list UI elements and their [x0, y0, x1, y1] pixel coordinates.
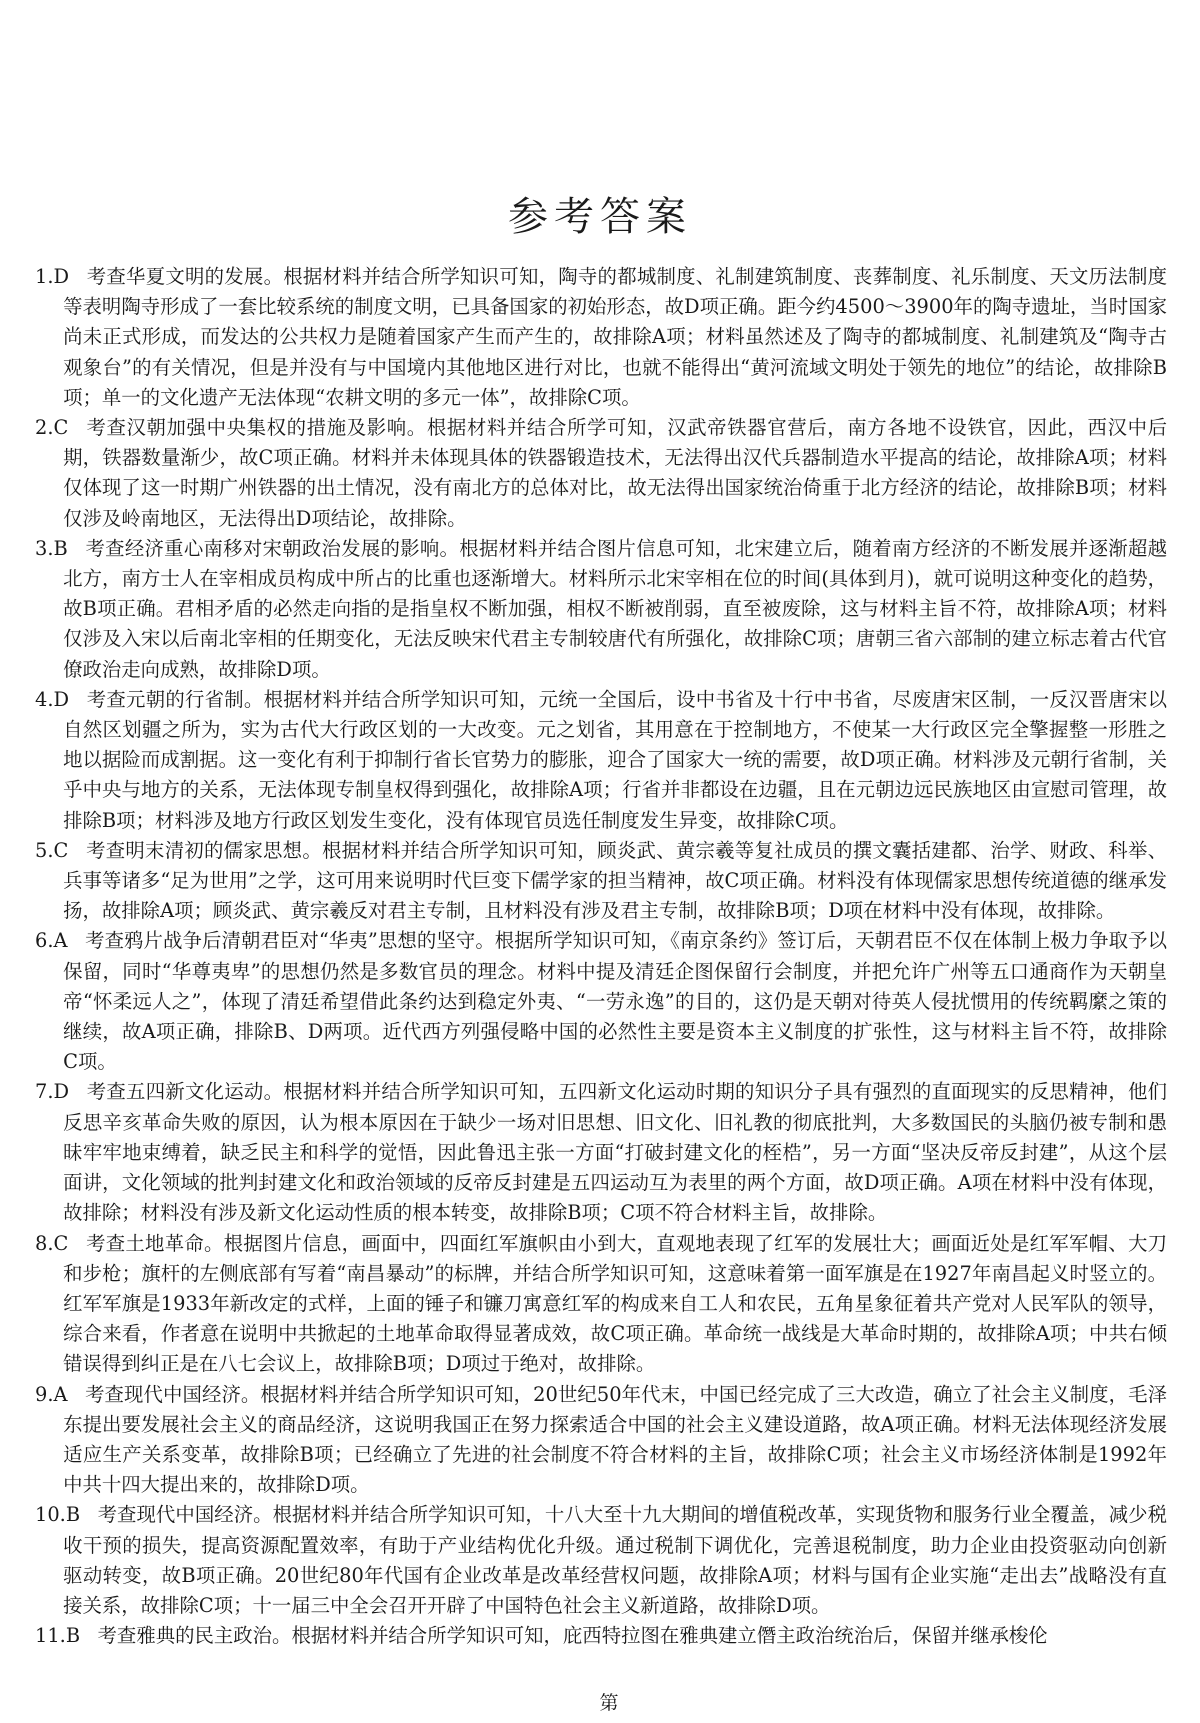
- answer-list: [35, 262, 1167, 1651]
- answer-key: C: [53, 1231, 69, 1255]
- answer-explanation: 考查雅典的民主政治。根据材料并结合所学知识可知，庇西特拉图在雅典建立僭主政治统治后，保留并继承梭伦: [97, 1624, 1048, 1648]
- answer-item: [35, 1077, 1167, 1228]
- answer-number: 9.: [35, 1382, 54, 1406]
- answer-item: [35, 1229, 1167, 1380]
- answer-item: [35, 1500, 1167, 1621]
- answer-number: 2.: [35, 416, 54, 440]
- answer-number: 11.: [35, 1624, 66, 1648]
- answer-explanation: 考查元朝的行省制。根据材料并结合所学知识可知，元统一全国后，设中书省及十行中书省，尽废唐宋区制，一反汉晋唐宋以自然区划疆之所为，实为古代大行政区划的一大改变。元之划省，其用意在于控制地方，不使某一大行政区完全擎握整一形胜之地以据险而成割据。这一变化有利于抑制行省长官势力的膨胀，迎合了国家大一统的需要，故D项正确。材料涉及元朝行省制，关乎中央与地方的关系，无法体现专制皇权得到强化，故排除A项；行省并非都设在边疆，且在元朝边远民族地区由宣慰司管理，故排除B项；材料涉及地方行政区划发生变化，没有体现官员选任制度发生异变，故排除C项。: [63, 687, 1167, 832]
- answer-key: B: [65, 1503, 81, 1527]
- answer-explanation: 考查现代中国经济。根据材料并结合所学知识可知，20世纪50年代末，中国已经完成了三大改造，确立了社会主义制度，毛泽东提出要发展社会主义的商品经济，这说明我国正在努力探索适合中国的社会主义建设道路，故A项正确。材料无法体现经济发展适应生产关系变革，故排除B项；已经确立了先进的社会制度不符合材料的主旨，故排除C项；社会主义市场经济体制是1992年中共十四大提出来的，故排除D项。: [63, 1382, 1167, 1497]
- answer-key: A: [53, 929, 68, 953]
- answer-explanation: 考查现代中国经济。根据材料并结合所学知识可知，十八大至十九大期间的增值税改革，实现货物和服务行业全覆盖，减少税收干预的损失，提高资源配置效率，有助于产业结构优化升级。通过税制下调优化，完善退税制度，助力企业由投资驱动向创新驱动转变，故B项正确。20世纪80年代国有企业改革是改革经营权问题，故排除A项；材料与国有企业实施“走出去”战略没有直接关系，故排除C项；十一届三中全会召开开辟了中国特色社会主义新道路，故排除D项。: [63, 1503, 1167, 1617]
- answer-number: 6.: [35, 929, 54, 953]
- page-footer: 第: [599, 1692, 619, 1714]
- answer-explanation: 考查华夏文明的发展。根据材料并结合所学知识可知，陶寺的都城制度、礼制建筑制度、丧葬制度、礼乐制度、天文历法制度等表明陶寺形成了一套比较系统的制度文明，已具备国家的初始形态，故D项正确。距今约4500～3900年的陶寺遗址，当时国家尚未正式形成，而发达的公共权力是随着国家产生而产生的，故排除A项；材料虽然述及了陶寺的都城制度、礼制建筑及“陶寺古观象台”的有关情况，但是并没有与中国境内其他地区进行对比，也就不能得出“黄河流域文明处于领先的地位”的结论，故排除B项；单一的文化遗产无法体现“农耕文明的多元一体”，故排除C项。: [63, 265, 1167, 409]
- answer-explanation: 考查土地革命。根据图片信息，画面中，四面红军旗帜由小到大，直观地表现了红军的发展壮大；画面近处是红军军帽、大刀和步枪；旗杆的左侧底部有写着“南昌暴动”的标牌，并结合所学知识可知，这意味着第一面军旗是在1927年南昌起义时竖立的。红军军旗是1933年新改定的式样，上面的锤子和镰刀寓意红军的构成来自工人和农民，五角星象征着共产党对人民军队的领导，综合来看，作者意在说明中共掀起的土地革命取得显著成效，故C项正确。革命统一战线是大革命时期的，故排除A项；中共右倾错误得到纠正是在八七会议上，故排除B项；D项过于绝对，故排除。: [63, 1231, 1167, 1376]
- answer-item: [35, 262, 1167, 413]
- answer-item: [35, 413, 1167, 534]
- answer-key: C: [53, 838, 69, 862]
- answer-number: 5.: [35, 838, 54, 862]
- answer-number: 8.: [35, 1231, 54, 1255]
- answer-number: 3.: [35, 536, 54, 560]
- answer-explanation: 考查汉朝加强中央集权的措施及影响。根据材料并结合所学可知，汉武帝铁器官营后，南方各地不设铁官，因此，西汉中后期，铁器数量渐少，故C项正确。材料并未体现具体的铁器锻造技术，无法得出汉代兵器制造水平提高的结论，故排除A项；材料仅体现了这一时期广州铁器的出土情况，没有南北方的总体对比，故无法得出国家统治倚重于北方经济的结论，故排除B项；材料仅涉及岭南地区，无法得出D项结论，故排除。: [63, 416, 1167, 530]
- answer-key: D: [53, 1080, 70, 1104]
- answer-explanation: 考查鸦片战争后清朝君臣对“华夷”思想的坚守。根据所学知识可知，《南京条约》签订后，天朝君臣不仅在体制上极力争取予以保留，同时“华尊夷卑”的思想仍然是多数官员的理念。材料中提及清廷企图保留行会制度，并把允许广州等五口通商作为天朝皇帝“怀柔远人之”，体现了清廷希望借此条约达到稳定外夷、“一劳永逸”的目的，这仍是天朝对待英人侵扰惯用的传统羁縻之策的继续，故A项正确，排除B、D两项。近代西方列强侵略中国的必然性主要是资本主义制度的扩张性，这与材料主旨不符，故排除C项。: [63, 929, 1167, 1074]
- answer-number: 1.: [35, 265, 54, 288]
- page-title: 参考答案: [508, 193, 692, 240]
- answer-key: B: [53, 536, 68, 560]
- answer-explanation: 考查经济重心南移对宋朝政治发展的影响。根据材料并结合图片信息可知，北宋建立后，随着南方经济的不断发展并逐渐超越北方，南方士人在宰相成员构成中所占的比重也逐渐增大。材料所示北宋宰相在位的时间(具体到月)，就可说明这种变化的趋势，故B项正确。君相矛盾的必然走向指的是指皇权不断加强，相权不断被削弱，直至被废除，这与材料主旨不符，故排除A项；材料仅涉及入宋以后南北宰相的任期变化，无法反映宋代君主专制较唐代有所强化，故排除C项；唐朝三省六部制的建立标志着古代官僚政治走向成熟，故排除D项。: [63, 536, 1167, 681]
- answer-number: 7.: [35, 1080, 54, 1104]
- answer-number: 10.: [35, 1503, 66, 1527]
- answer-explanation: 考查五四新文化运动。根据材料并结合所学知识可知，五四新文化运动时期的知识分子具有强烈的直面现实的反思精神，他们反思辛亥革命失败的原因，认为根本原因在于缺少一场对旧思想、旧文化、旧礼教的彻底批判，大多数国民的头脑仍被专制和愚昧牢牢地束缚着，缺乏民主和科学的觉悟，因此鲁迅主张一方面“打破封建文化的桎梏”，另一方面“坚决反帝反封建”，从这个层面讲，文化领域的批判封建文化和政治领域的反帝反封建是五四运动互为表里的两个方面，故D项正确。A项在材料中没有体现，故排除；材料没有涉及新文化运动性质的根本转变，故排除B项；C项不符合材料主旨，故排除。: [63, 1080, 1167, 1225]
- answer-item: [35, 836, 1167, 927]
- answer-key: A: [53, 1382, 68, 1406]
- answer-item: [35, 685, 1167, 836]
- answer-key: D: [53, 265, 70, 288]
- answer-item: [35, 1621, 1167, 1651]
- answer-key: B: [65, 1624, 81, 1648]
- answer-explanation: 考查明末清初的儒家思想。根据材料并结合所学知识可知，顾炎武、黄宗羲等复社成员的撰文囊括建都、治学、财政、科举、兵事等诸多“足为世用”之学，这可用来说明时代巨变下儒学家的担当精神，故C项正确。材料没有体现儒家思想传统道德的继承发扬，故排除A项；顾炎武、黄宗羲反对君主专制，且材料没有涉及君主专制，故排除B项；D项在材料中没有体现，故排除。: [63, 838, 1167, 923]
- answer-item: [35, 534, 1167, 685]
- answer-key: C: [53, 416, 69, 440]
- answer-number: 4.: [35, 687, 54, 711]
- answer-key: D: [53, 687, 70, 711]
- answer-item: [35, 926, 1167, 1077]
- answer-item: [35, 1380, 1167, 1501]
